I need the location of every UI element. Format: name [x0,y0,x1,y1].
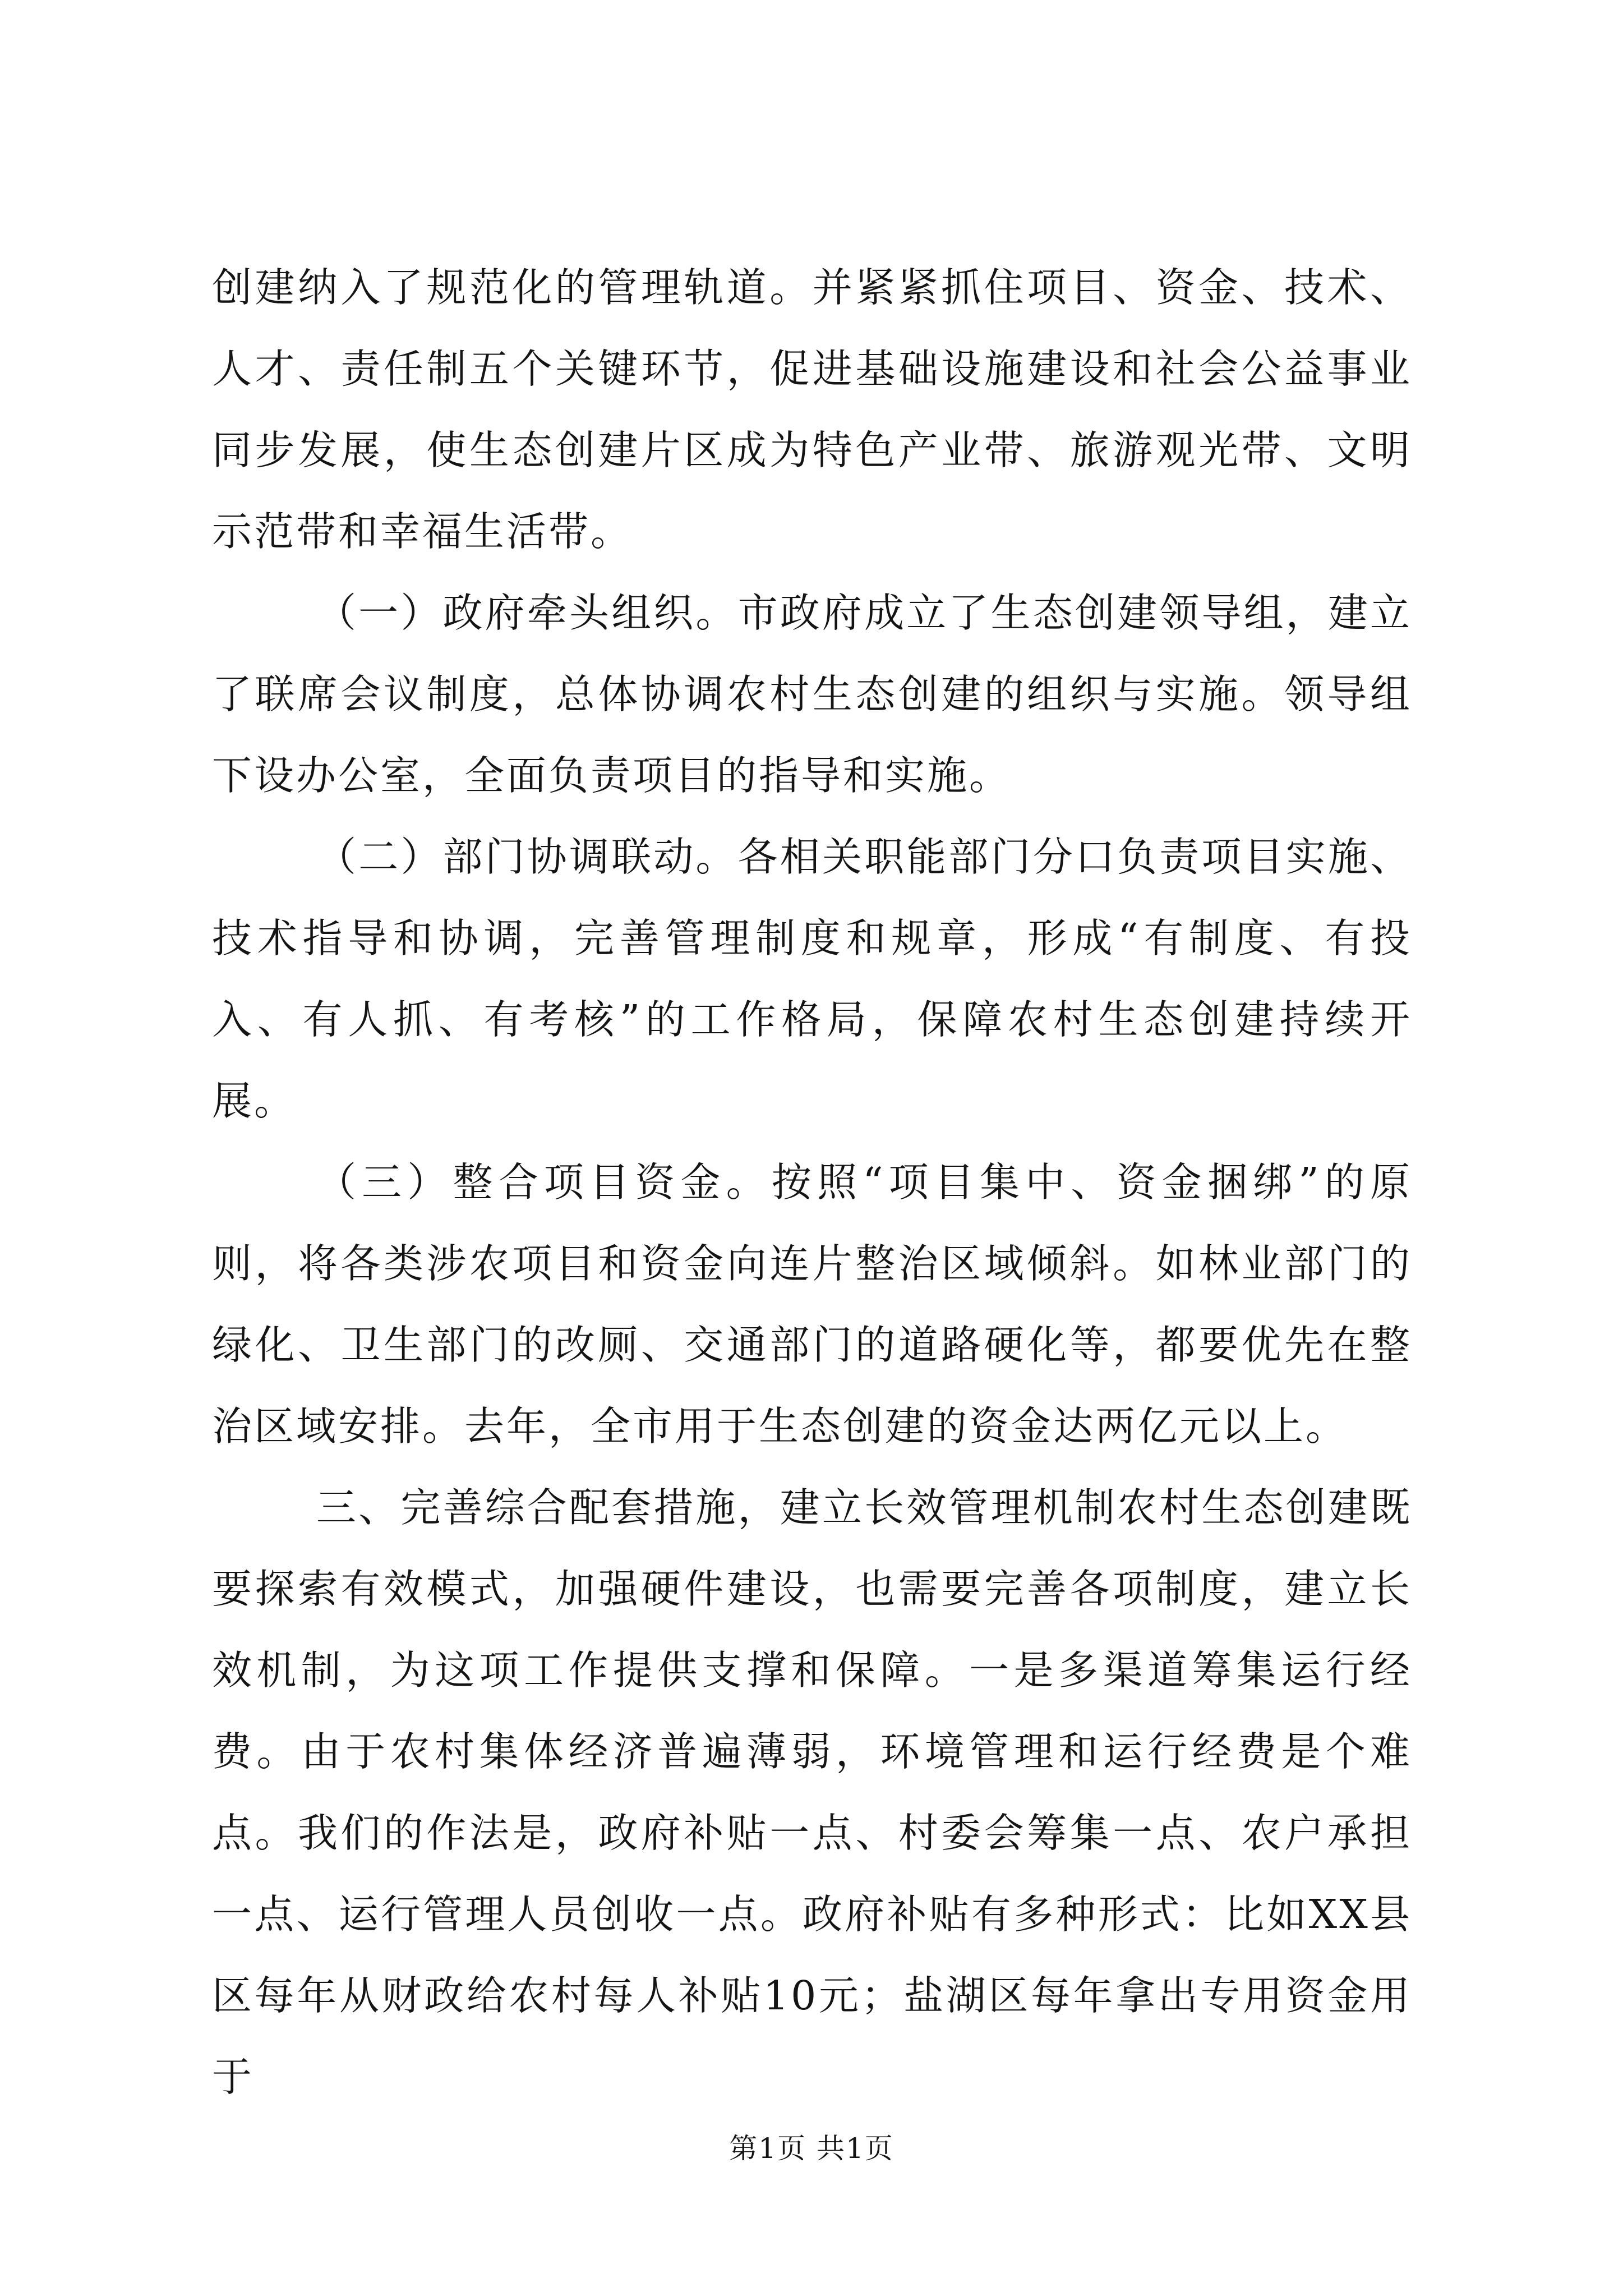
document-body [212,247,1412,2118]
paragraph-section-one: （一）政府牵头组织。市政府成立了生态创建领导组，建立了联席会议制度，总体协调农村生态创建的组织与实施。领导组下设办公室，全面负责项目的指导和实施。 [212,590,1412,799]
page-footer: 第1页 共1页 [729,2132,894,2165]
paragraph-section-three: （三）整合项目资金。按照“项目集中、资金捆绑”的原则，将各类涉农项目和资金向连片整治区域倾斜。如林业部门的绿化、卫生部门的改厕、交通部门的道路硬化等，都要优先在整治区域安排。去年，全市用于生态创建的资金达两亿元以上。 [212,1159,1412,1450]
paragraph-continuation: 创建纳入了规范化的管理轨道。并紧紧抓住项目、资金、技术、人才、责任制五个关键环节，促进基础设施建设和社会公益事业同步发展，使生态创建片区成为特色产业带、旅游观光带、文明示范带和幸福生活带。 [212,264,1412,555]
paragraph-section-two: （二）部门协调联动。各相关职能部门分口负责项目实施、技术指导和协调，完善管理制度和规章，形成“有制度、有投入、有人抓、有考核”的工作格局，保障农村生态创建持续开展。 [212,834,1412,1124]
paragraph-part-three: 三、完善综合配套措施，建立长效管理机制农村生态创建既要探索有效模式，加强硬件建设，也需要完善各项制度，建立长效机制，为这项工作提供支撑和保障。一是多渠道筹集运行经费。由于农村集体经济普遍薄弱，环境管理和运行经费是个难点。我们的作法是，政府补贴一点、村委会筹集一点、农户承担一点、运行管理人员创收一点。政府补贴有多种形式：比如XX县区每年从财政给农村每人补贴10元；盐湖区每年拿出专用资金用于 [212,1484,1412,2100]
